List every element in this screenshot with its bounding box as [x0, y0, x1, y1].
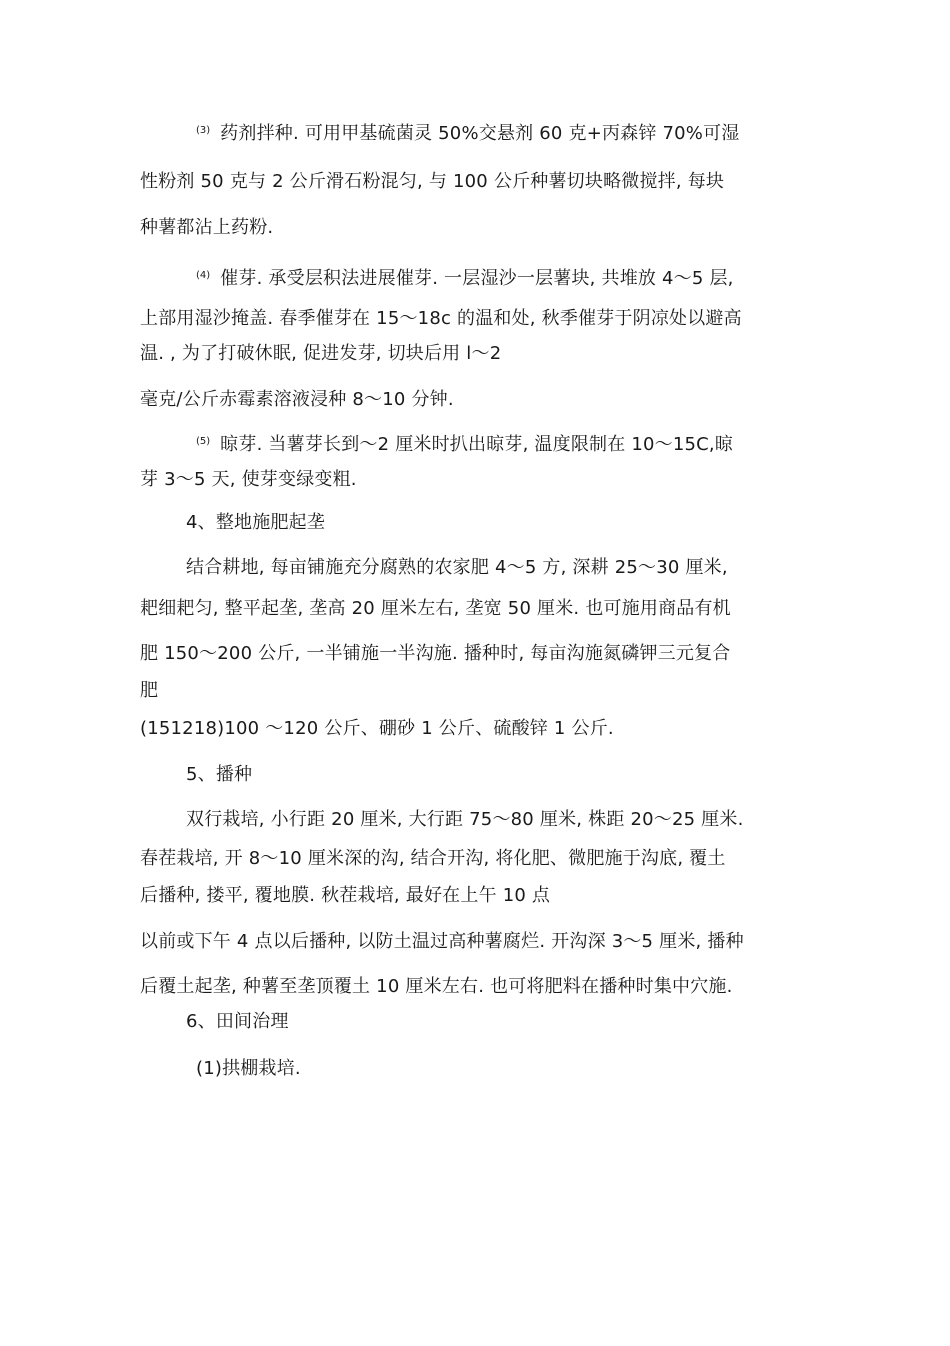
paragraph-line: (151218)100 〜120 公斤、硼砂 1 公斤、硫酸锌 1 公斤.: [140, 718, 614, 739]
paragraph-line: 肥 150〜200 公斤, 一半铺施一半沟施. 播种时, 每亩沟施氮磷钾三元复合: [140, 643, 731, 664]
paragraph-line: 后播种, 搂平, 覆地膜. 秋茬栽培, 最好在上午 10 点: [140, 885, 551, 906]
paragraph-line: 肥: [140, 680, 159, 701]
footnote-marker: (3): [196, 125, 211, 136]
paragraph-line: 春茬栽培, 开 8〜10 厘米深的沟, 结合开沟, 将化肥、微肥施于沟底, 覆土: [140, 848, 726, 869]
paragraph-line: 后覆土起垄, 种薯至垄顶覆土 10 厘米左右. 也可将肥料在播种时集中穴施.: [140, 976, 733, 997]
list-item: (1)拱棚栽培.: [196, 1058, 301, 1079]
section-heading: 6、田间治理: [186, 1011, 289, 1032]
section-heading: 5、播种: [186, 764, 253, 785]
section-heading: 4、整地施肥起垄: [186, 512, 326, 533]
paragraph-line: [196, 119, 886, 146]
paragraph-line: [196, 264, 886, 291]
paragraph-line: [196, 430, 886, 457]
paragraph-text: 药剂拌种. 可用甲基硫菌灵 50%交悬剂 60 克+丙森锌 70%可湿: [220, 123, 740, 144]
paragraph-line: 芽 3〜5 天, 使芽变绿变粗.: [140, 469, 357, 490]
paragraph-line: 种薯都沾上药粉.: [140, 217, 274, 238]
paragraph-text: 催芽. 承受层积法进展催芽. 一层湿沙一层薯块, 共堆放 4〜5 层,: [220, 268, 734, 289]
paragraph-line: 双行栽培, 小行距 20 厘米, 大行距 75〜80 厘米, 株距 20〜25 厘米.: [186, 809, 744, 830]
paragraph-line: 温. , 为了打破休眠, 促进发芽, 切块后用 l〜2: [140, 343, 502, 364]
paragraph-line: 毫克/公斤赤霉素溶液浸种 8〜10 分钟.: [140, 389, 454, 410]
paragraph-line: 耙细耙匀, 整平起垄, 垄高 20 厘米左右, 垄宽 50 厘米. 也可施用商品有机: [140, 598, 731, 619]
paragraph-line: 结合耕地, 每亩铺施充分腐熟的农家肥 4〜5 方, 深耕 25〜30 厘米,: [186, 557, 728, 578]
paragraph-line: 上部用湿沙掩盖. 春季催芽在 15〜18c 的温和处, 秋季催芽于阴凉处以避高: [140, 308, 742, 329]
paragraph-line: 以前或下午 4 点以后播种, 以防土温过高种薯腐烂. 开沟深 3〜5 厘米, 播种: [140, 931, 744, 952]
paragraph-text: 晾芽. 当薯芽长到〜2 厘米时扒出晾芽, 温度限制在 10〜15C,晾: [220, 434, 734, 455]
footnote-marker: (5): [196, 436, 211, 447]
paragraph-line: 性粉剂 50 克与 2 公斤滑石粉混匀, 与 100 公斤种薯切块略微搅拌, 每块: [140, 171, 725, 192]
footnote-marker: (4): [196, 270, 211, 281]
